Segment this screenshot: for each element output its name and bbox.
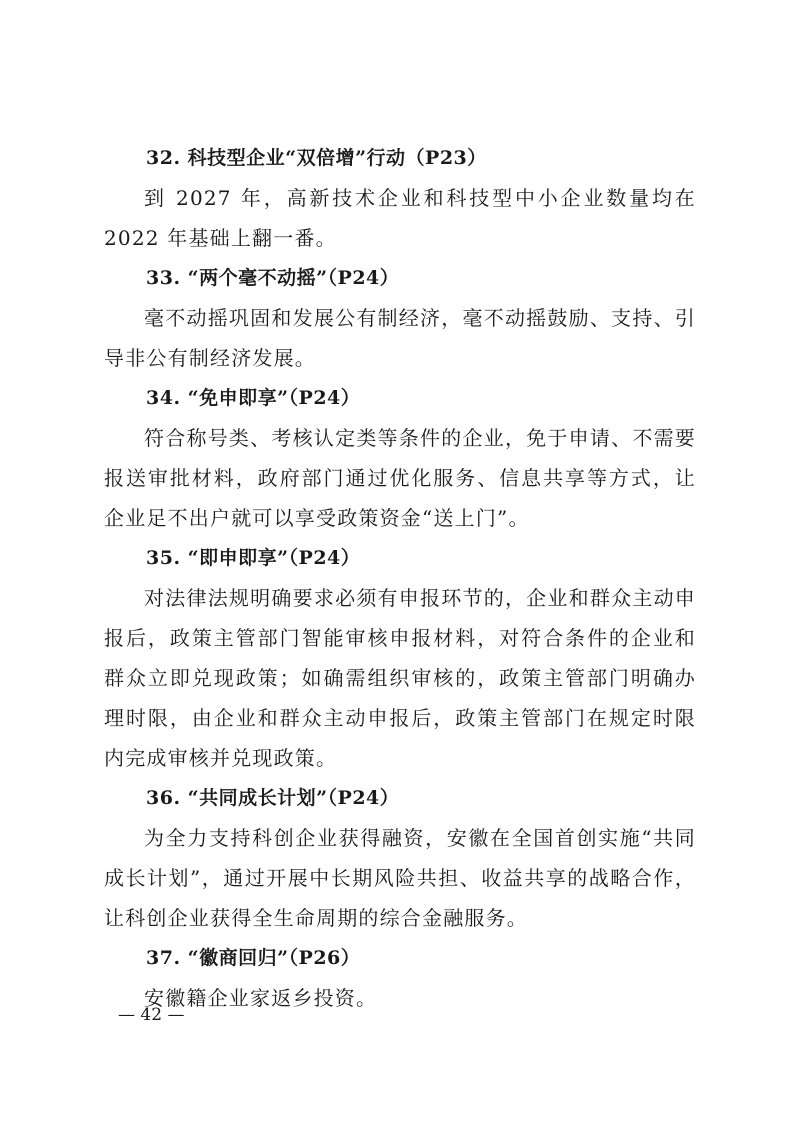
entry-34 bbox=[104, 378, 696, 538]
entry-heading: 36. “共同成长计划”（P24） bbox=[146, 787, 400, 809]
entry-35 bbox=[104, 538, 696, 778]
entry-33 bbox=[104, 258, 696, 378]
entry-paragraph: 毫不动摇巩固和发展公有制经济，毫不动摇鼓励、支持、引导非公有制经济发展。 bbox=[104, 306, 696, 370]
entry-heading: 35. “即申即享”（P24） bbox=[146, 547, 361, 569]
entry-paragraph: 符合称号类、考核认定类等条件的企业，免于申请、不需要报送审批材料，政府部门通过优化服务、信息共享等方式，让企业足不出户就可以享受政策资金“送上门”。 bbox=[104, 426, 696, 530]
entry-paragraph: 到 2027 年，高新技术企业和科技型中小企业数量均在 2022 年基础上翻一番。 bbox=[104, 186, 696, 250]
entry-paragraph: 为全力支持科创企业获得融资，安徽在全国首创实施“共同成长计划”，通过开展中长期风险共担、收益共享的战略合作，让科创企业获得全生命周期的综合金融服务。 bbox=[104, 826, 696, 930]
entry-32 bbox=[104, 138, 696, 258]
entry-heading: 32. 科技型企业“双倍增”行动（P23） bbox=[146, 147, 487, 169]
entry-paragraph: 对法律法规明确要求必须有申报环节的，企业和群众主动申报后，政策主管部门智能审核申报材料，对符合条件的企业和群众立即兑现政策；如确需组织审核的，政策主管部门明确办理时限，由企业和群众主动申报后，政策主管部门在规定时限内完成审核并兑现政策。 bbox=[104, 586, 696, 770]
entry-heading: 37. “徽商回归”（P26） bbox=[146, 947, 361, 969]
entry-paragraph: 安徽籍企业家返乡投资。 bbox=[144, 986, 378, 1010]
page-number: — 42 — bbox=[118, 1005, 185, 1025]
entry-heading: 34. “免申即享”（P24） bbox=[146, 387, 361, 409]
document-body bbox=[104, 138, 696, 1018]
entry-heading: 33. “两个毫不动摇”（P24） bbox=[146, 267, 400, 289]
entry-37 bbox=[104, 938, 696, 1018]
entry-36 bbox=[104, 778, 696, 938]
